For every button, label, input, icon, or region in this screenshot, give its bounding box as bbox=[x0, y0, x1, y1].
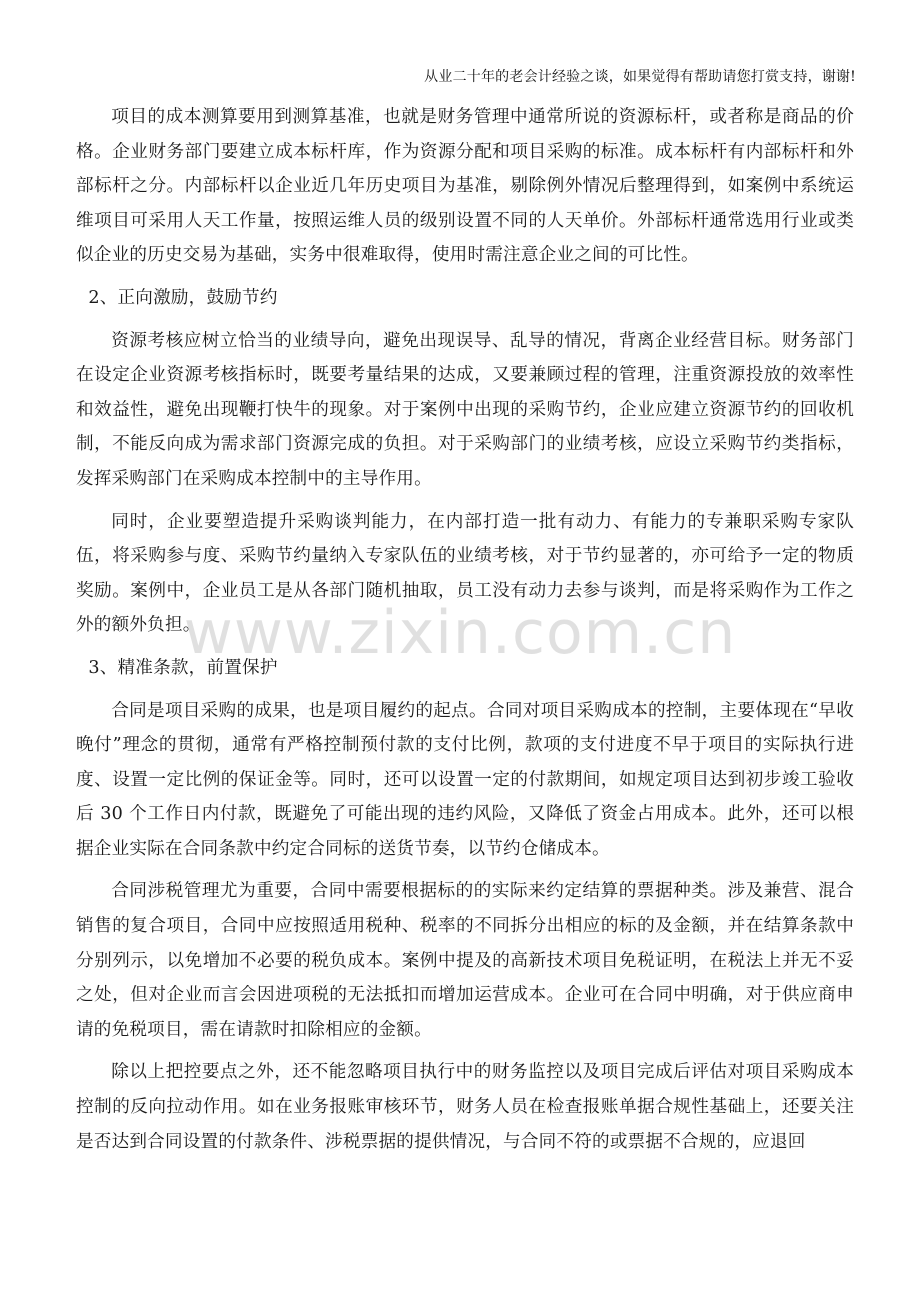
header-note: 从业二十年的老会计经验之谈，如果觉得有帮助请您打赏支持，谢谢! bbox=[424, 69, 856, 85]
paragraph-contract-control: 合同是项目采购的成果，也是项目履约的起点。合同对项目采购成本的控制，主要体现在“早收晚付”理念的贯彻，通常有严格控制预付款的支付比例，款项的支付进度不早于项目的实际执行进度、设置一定比例的保证金等。同时，还可以设置一定的付款期间，如规定项目达到初步竣工验收后 30 个工作日内付款，既避免了可能出现的违约风险，又降低了资金占用成本。此外，还可以根据企业实际在合同条款中约定合同标的送货节奏，以节约仓储成本。 bbox=[76, 700, 854, 859]
section-heading-2: 2、正向激励，鼓励节约 bbox=[88, 287, 278, 308]
paragraph-negotiation-capability: 同时，企业要塑造提升采购谈判能力，在内部打造一批有动力、有能力的专兼职采购专家队伍，将采购参与度、采购节约量纳入专家队伍的业绩考核，对于节约显著的，亦可给予一定的物质奖励。案例中，企业员工是从各部门随机抽取，员工没有动力去参与谈判，而是将采购作为工作之外的额外负担。 bbox=[76, 511, 854, 636]
paragraph-cost-benchmark: 项目的成本测算要用到测算基准，也就是财务管理中通常所说的资源标杆，或者称是商品的价格。企业财务部门要建立成本标杆库，作为资源分配和项目采购的标准。成本标杆有内部标杆和外部标杆之分。内部标杆以企业近几年历史项目为基准，剔除例外情况后整理得到，如案例中系统运维项目可采用人天工作量，按照运维人员的级别设置不同的人天单价。外部标杆通常选用行业或类似企业的历史交易为基础，实务中很难取得，使用时需注意企业之间的可比性。 bbox=[76, 107, 854, 266]
watermark-text: www.zixin.com.cn bbox=[183, 598, 737, 668]
paragraph-resource-assessment: 资源考核应树立恰当的业绩导向，避免出现误导、乱导的情况，背离企业经营目标。财务部门在设定企业资源考核指标时，既要考量结果的达成，又要兼顾过程的管理，注重资源投放的效率性和效益性，避免出现鞭打快牛的现象。对于案例中出现的采购节约，企业应建立资源节约的回收机制，不能反向成为需求部门资源完成的负担。对于采购部门的业绩考核，应设立采购节约类指标，发挥采购部门在采购成本控制中的主导作用。 bbox=[76, 330, 854, 489]
paragraph-contract-tax: 合同涉税管理尤为重要，合同中需要根据标的的实际来约定结算的票据种类。涉及兼营、混合销售的复合项目，合同中应按照适用税种、税率的不同拆分出相应的标的及金额，并在结算条款中分别列示，以免增加不必要的税负成本。案例中提及的高新技术项目免税证明，在税法上并无不妥之处，但对企业而言会因进项税的无法抵扣而增加运营成本。企业可在合同中明确，对于供应商申请的免税项目，需在请款时扣除相应的金额。 bbox=[76, 881, 854, 1040]
section-heading-3: 3、精准条款，前置保护 bbox=[88, 657, 278, 678]
paragraph-financial-monitoring: 除以上把控要点之外，还不能忽略项目执行中的财务监控以及项目完成后评估对项目采购成本控制的反向拉动作用。如在业务报账审核环节，财务人员在检查报账单据合规性基础上，还要关注是否达到合同设置的付款条件、涉税票据的提供情况，与合同不符的或票据不合规的，应退回 bbox=[76, 1062, 854, 1152]
document-body bbox=[76, 100, 854, 1167]
